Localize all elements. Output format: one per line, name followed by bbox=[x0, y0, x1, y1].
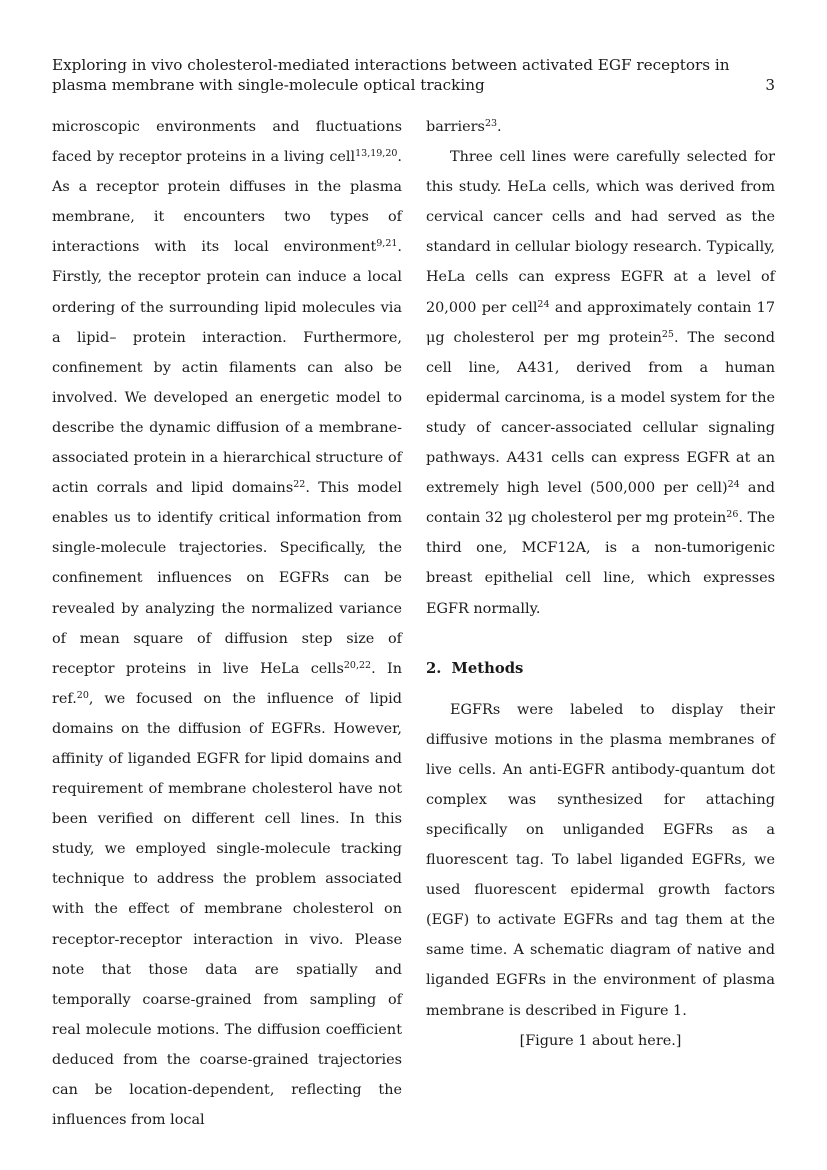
citation: 24 bbox=[727, 479, 740, 491]
text-run: Three cell lines were carefully selected for this study. HeLa cells, which was derived from cervical cancer cells and had served as the standard in cellular biology research. Typically, HeLa cells can express EGFR at a level of 20,000 per cell bbox=[426, 149, 775, 316]
section-number: 2. bbox=[426, 659, 442, 677]
figure-placeholder: [Figure 1 about here.] bbox=[519, 1032, 682, 1049]
text-run: , we focused on the influence of lipid domains on the diffusion of EGFRs. However, affinity of liganded EGFR for lipid domains and requirement of membrane cholesterol have not been verified on different cell lines. In this study, we employed single-molecule tracking technique to address the problem associated with the effect of membrane cholesterol on receptor-receptor interaction in vivo. Please note that those data are spatially and temporally coarse-grained from sampling of real molecule motions. The diffusion coefficient deduced from the coarse-grained trajectories can be location-dependent, reflecting the influences from local bbox=[52, 690, 402, 1129]
text-run: . Firstly, the receptor protein can induce a local ordering of the surrounding lipid molecules via a lipid– protein interaction. Furthermore, confinement by actin filaments can also be involved. We developed an energetic model to describe the dynamic diffusion of a membrane-associated protein in a hierarchical structure of actin corrals and lipid domains bbox=[52, 239, 402, 497]
citation: 26 bbox=[726, 509, 739, 521]
citation: 20 bbox=[76, 689, 89, 701]
section-title: Methods bbox=[451, 659, 524, 677]
citation: 22 bbox=[293, 479, 306, 491]
paragraph-cell-lines bbox=[426, 142, 775, 624]
text-run: . bbox=[497, 119, 502, 135]
text-run: barriers bbox=[426, 119, 485, 135]
paragraph-continued bbox=[426, 112, 775, 142]
page-number: 3 bbox=[765, 76, 775, 94]
citation: 24 bbox=[537, 298, 550, 310]
text-run: microscopic environments and fluctuations faced by receptor proteins in a living cell bbox=[52, 119, 402, 166]
paragraph-methods: EGFRs were labeled to display their diffusive motions in the plasma membranes of live cells. An anti-EGFR antibody-quantum dot complex was synthesized for attaching specifically on unliganded EGFRs as a fluorescent tag. To label liganded EGFRs, we used fluorescent epidermal growth factors (EGF) to activate EGFRs and tag them at the same time. A schematic diagram of native and liganded EGFRs in the environment of plasma membrane is described in Figure 1. bbox=[426, 701, 775, 1019]
text-run: . In ref. bbox=[52, 660, 402, 707]
paragraph-intro-continued bbox=[52, 112, 402, 1135]
left-column bbox=[52, 112, 402, 1135]
right-column bbox=[426, 112, 775, 1056]
citation: 9,21 bbox=[376, 238, 398, 250]
citation: 13,19,20 bbox=[355, 148, 398, 160]
text-run: and approximately contain 17 μg cholesterol per mg protein bbox=[426, 299, 775, 346]
citation: 25 bbox=[661, 328, 674, 340]
running-header bbox=[52, 55, 775, 95]
section-heading-methods bbox=[426, 654, 775, 684]
text-run: . As a receptor protein diffuses in the plasma membrane, it encounters two types of interactions with its local environment bbox=[52, 149, 402, 256]
text-run: . The third one, MCF12A, is a non-tumorigenic breast epithelial cell line, which expresses EGFR normally. bbox=[426, 510, 775, 617]
text-run: . The second cell line, A431, derived from a human epidermal carcinoma, is a model system for the study of cancer-associated cellular signaling pathways. A431 cells can express EGFR at an extremely high level (500,000 per cell) bbox=[426, 329, 775, 497]
citation: 23 bbox=[484, 118, 498, 129]
text-run: . This model enables us to identify critical information from single-molecule trajectories. Specifically, the confinement influences on EGFRs can be revealed by analyzing the normalized variance of mean square of diffusion step size of receptor proteins in live HeLa cells bbox=[52, 480, 402, 677]
citation: 20,22 bbox=[343, 659, 372, 671]
running-title: Exploring in vivo cholesterol-mediated interactions between activated EGF receptors in plasma membrane with single-molecule optical tracking bbox=[52, 56, 730, 94]
text-run: and contain 32 μg cholesterol per mg protein bbox=[426, 480, 775, 527]
